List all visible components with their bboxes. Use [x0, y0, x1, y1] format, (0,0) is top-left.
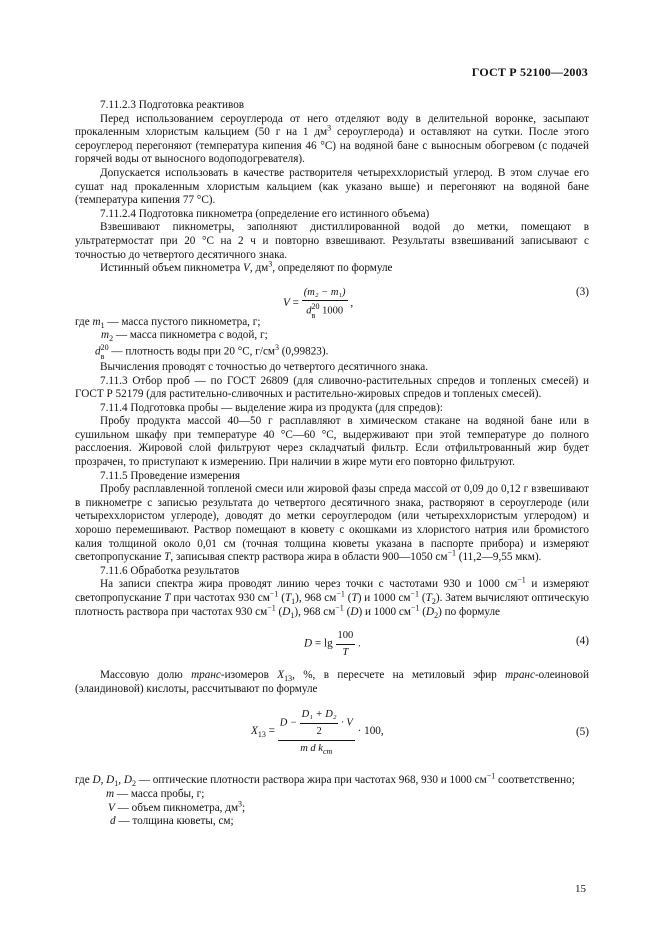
- paragraph: Взвешивают пикнометры, заполняют дистиллированной водой до метки, помещают в ультратермостат при 20 °С на 2 ч и повторно взвешивают. Результаты взвешиваний записывают с точностью до четвертого десятичного знака.: [75, 221, 589, 261]
- formula-3-legend: где $m_1$ — масса пустого пикнометра, г; $m_2$ — масса пикнометра с водой, г; d20 в — плотность воды при 20 °С, $г/см^3$ (0,99823).: [75, 315, 329, 361]
- paragraph: Истинный объем пикнометра V, $дм^3$, определяют по формуле: [100, 259, 393, 275]
- section-7-11-5-title: 7.11.5 Проведение измерения: [100, 469, 241, 482]
- paragraph: Массовую долю транс-изомеров $X_{13}$, %, в пересчете на метиловый эфир транс-олеиновой (элаидиновой) кислоты, рассчитывают по формуле: [75, 669, 590, 695]
- formula-5-legend: где D, $D_1$, $D_2$ — оптические плотности раствора жира при частотах 968, 930 и 1000 $см^{-1}$ соответственно; m — масса пробы, г; V — объем пикнометра, $дм^3$; d — толщина кюветы, см;: [75, 771, 575, 828]
- paragraph: Перед использованием сероуглерода от него отделяют воду в делительной воронке, засыпают прокаленным хлористым кальцием (50 г на 1 $дм^3$ сероуглерода) и оставляют на сутки. После этого сероуглерод перегоняют (температура кипения 46 °С) на водяной бане с выносным обогревом (с подачей горячей воды от выносного водоподогревателя).: [75, 112, 589, 166]
- page-number: 15: [575, 883, 586, 895]
- section-7-11-4-title: 7.11.4 Подготовка пробы — выделение жира из продукта (для спредов):: [100, 401, 443, 414]
- formula-5: $X_{13}$ = D − $\frac{\text{D₁ + D₂}}{2}$ · V m d $k_{cm}$ · 100, (5): [251, 709, 589, 756]
- section-7-11-2-4-title: 7.11.2.4 Подготовка пикнометра (определение его истинного объема): [100, 207, 430, 220]
- formula-4: D = lg $\frac{100}{T}$ . (4): [304, 630, 589, 658]
- section-7-11-3: 7.11.3 Отбор проб — по ГОСТ 26809 (для сливочно-растительных спредов и топленых смесей) и ГОСТ Р 52179 (для растительно-сливочных и растительно-жировых спредов и топленых смесей).: [75, 374, 589, 401]
- standard-header: ГОСТ Р 52100—2003: [471, 65, 588, 79]
- paragraph: Пробу продукта массой 40—50 г расплавляют в химическом стакане на водяной бане или в сушильном шкафу при температуре 40 °С—60 °С, выдерживают при этой температуре до полного расслоения. Жировой слой фильтруют через складчатый фильтр. Если отфильтрованный жир будет прозрачен, то приступают к измерению. При наличии в жире мути его повторно фильтруют.: [75, 415, 589, 469]
- formula-number: (4): [575, 635, 589, 648]
- formula-number: (5): [575, 726, 589, 739]
- formula-number: (3): [575, 285, 589, 298]
- paragraph: На записи спектра жира проводят линию через точки с частотами 930 и 1000 $см^{-1}$ и измеряют светопропускание T при частотах 930 $см^{-1}$ $(T_1)$, 968 $см^{-1}$ (T) и 1000 $см^{-1}$ $(T_2)$. Затем вычисляют оптическую плотность раствора при частотах 930 $см^{-1}$ $(D_1)$, 968 $см^{-1}$ (D) и 1000 $см^{-1}$ $(D_2)$ по формуле: [75, 575, 590, 620]
- paragraph: Вычисления проводят с точностью до четвертого десятичного знака.: [100, 360, 429, 373]
- section-7-11-6-title: 7.11.6 Обработка результатов: [100, 564, 240, 577]
- section-7-11-2-3-title: 7.11.2.3 Подготовка реактивов: [100, 99, 245, 111]
- formula-3: V = (m₂ − m₁) d20 в 1000 , (3): [283, 285, 589, 321]
- paragraph: Пробу расплавленной топленой смеси или жировой фазы спреда массой от 0,09 до 0,12 г взвешивают в пикнометре с записью результата до четвертого десятичного знака, растворяют в сероуглероде (или четыреххлористом углероде), доводят до метки сероуглеродом (или четыреххлористым углеродом) и хорошо перемешивают. Раствор помещают в кювету с окошками из хлористого натрия или бромистого калия толщиной около 0,01 см (точная толщина кюветы указана в паспорте прибора) и измеряют светопропускание T, записывая спектр раствора жира в области 900—1050 $см^{-1}$ (11,2—9,55 мкм).: [75, 483, 589, 564]
- document-body: [75, 99, 589, 829]
- paragraph: Допускается использовать в качестве растворителя четыреххлористый углерод. В этом случае его сушат над прокаленным хлористым кальцием (как указано выше) и перегоняют на водяной бане (температура кипения 77 °С).: [75, 166, 589, 207]
